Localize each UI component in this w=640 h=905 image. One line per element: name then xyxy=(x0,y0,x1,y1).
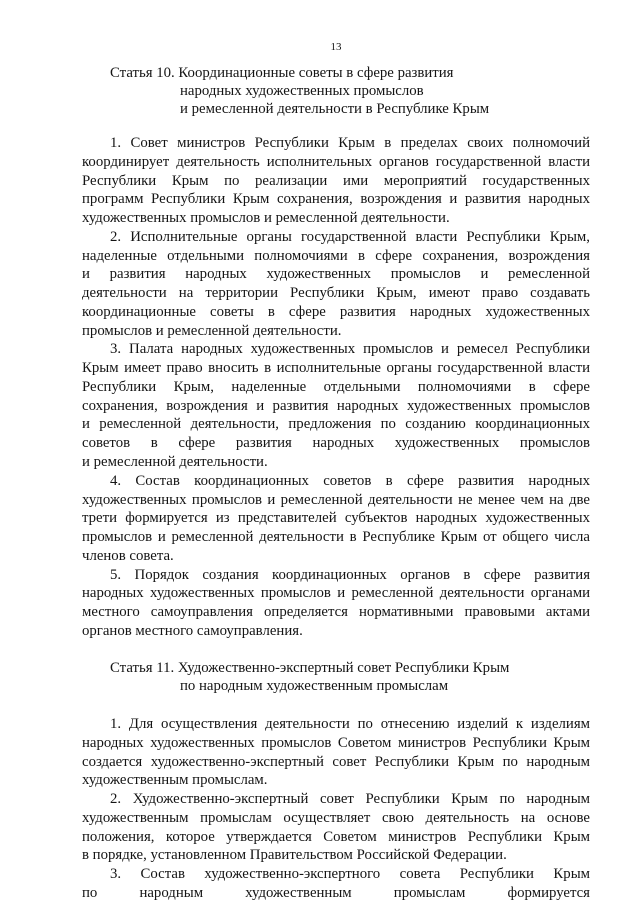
paragraph-line: 4. Состав координационных советов в сфере развития народных xyxy=(110,472,590,489)
paragraph-line: координационные советы в сфере развития народных художественных xyxy=(82,303,590,320)
paragraph-line: художественных промыслов и ремесленной деятельности. xyxy=(82,210,450,227)
paragraph-10-2 xyxy=(82,228,590,341)
paragraph-line: положения, которое утверждается Советом министров Республики Крым xyxy=(82,828,590,845)
heading-line: Статья 10. Координационные советы в сфере развития xyxy=(110,65,454,81)
paragraph-11-1 xyxy=(82,715,590,790)
paragraph-10-1 xyxy=(82,134,590,228)
paragraph-line: 3. Состав художественно-экспертного совета Республики Крым xyxy=(110,866,590,883)
paragraph-line: 3. Палата народных художественных промыслов и ремесел Республики xyxy=(110,341,590,358)
paragraph-line: в порядке, установленном Правительством Российской Федерации. xyxy=(82,847,507,864)
heading-line: Статья 11. Художественно-экспертный совет Республики Крым xyxy=(110,660,510,676)
paragraph-line: советов в сфере развития народных художественных промыслов xyxy=(82,435,590,452)
paragraph-line: художественным промыслам осуществляет свою деятельность на основе xyxy=(82,809,590,826)
paragraph-line: художественных промыслов и ремесленной деятельности не менее чем на две xyxy=(82,491,590,508)
paragraph-11-2 xyxy=(82,790,590,865)
paragraph-line: народных художественных промыслов Советом министров Республики Крым xyxy=(82,734,590,751)
paragraph-line: 5. Порядок создания координационных органов в сфере развития xyxy=(110,566,590,583)
paragraph-line: народных художественных промыслов и ремесленной деятельности органами xyxy=(82,585,590,602)
paragraph-line: 1. Совет министров Республики Крым в пределах своих полномочий xyxy=(110,135,590,151)
paragraph-line: координирует деятельность исполнительных органов государственной власти xyxy=(82,153,590,170)
heading-line: по народным художественным промыслам xyxy=(180,678,449,694)
paragraph-line: сохранения, возрождения и развития народных художественных промыслов xyxy=(82,397,590,414)
paragraph-line: программ Республики Крым сохранения, возрождения и развития народных xyxy=(82,191,590,208)
paragraph-line: деятельности на территории Республики Крым, имеют право создавать xyxy=(82,285,590,302)
page-number: 13 xyxy=(330,41,342,53)
paragraph-line: членов совета. xyxy=(82,547,174,564)
article-11-body xyxy=(82,715,590,903)
heading-line: и ремесленной деятельности в Республике Крым xyxy=(180,101,490,117)
paragraph-line: и ремесленной деятельности. xyxy=(82,454,268,471)
paragraph-line: 1. Для осуществления деятельности по отнесению изделий к изделиям xyxy=(110,716,590,732)
paragraph-line: промыслов и ремесленной деятельности. xyxy=(82,322,342,339)
paragraph-line: Крым имеет право вносить в исполнительные органы государственной власти xyxy=(82,360,590,377)
paragraph-11-3 xyxy=(82,865,590,903)
paragraph-line: художественным промыслам. xyxy=(82,772,268,789)
paragraph-10-3 xyxy=(82,340,590,471)
article-10-body xyxy=(82,134,590,641)
paragraph-line: наделенные отдельными полномочиями в сфере сохранения, возрождения xyxy=(82,247,590,264)
paragraph-line: 2. Художественно-экспертный совет Республики Крым по народным xyxy=(110,791,590,808)
paragraph-line: промыслов и ремесленной деятельности в Республике Крым от общего числа xyxy=(82,529,590,546)
heading-line: народных художественных промыслов xyxy=(180,83,424,99)
paragraph-line: и ремесленной деятельности, предложения по созданию координационных xyxy=(82,416,590,433)
article-11-heading xyxy=(82,659,590,695)
paragraph-10-4 xyxy=(82,472,590,566)
paragraph-line: органов местного самоуправления. xyxy=(82,622,303,639)
paragraph-line: Республики Крым, наделенные отдельными полномочиями в сфере xyxy=(82,378,590,395)
paragraph-10-5 xyxy=(82,566,590,641)
paragraph-line: и развития народных художественных промыслов и ремесленной xyxy=(82,266,590,283)
paragraph-line: Республики Крым по реализации ими мероприятий государственных xyxy=(82,172,590,189)
paragraph-line: местного самоуправления определяется нормативными правовыми актами xyxy=(82,604,590,621)
paragraph-line: 2. Исполнительные органы государственной власти Республики Крым, xyxy=(110,228,590,245)
article-10-heading xyxy=(82,64,590,118)
paragraph-line: по народным художественным промыслам формируется xyxy=(82,884,590,901)
paragraph-line: трети формируется из представителей субъектов народных художественных xyxy=(82,510,590,527)
paragraph-line: создается художественно-экспертный совет Республики Крым по народным xyxy=(82,753,590,770)
